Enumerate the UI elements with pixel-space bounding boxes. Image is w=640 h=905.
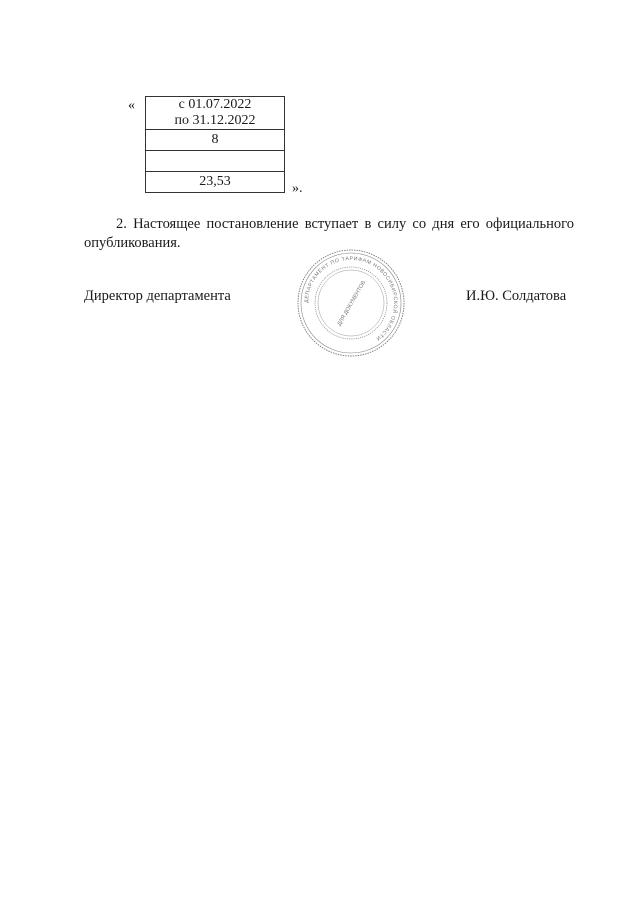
table-row	[146, 130, 285, 151]
tariff-table	[145, 96, 285, 193]
table-row	[146, 172, 285, 193]
table-row	[146, 151, 285, 172]
opening-quote: «	[128, 98, 135, 113]
period-to: по 31.12.2022	[174, 113, 256, 128]
table-row	[146, 97, 285, 130]
period-cell	[146, 97, 285, 130]
table-cell-value-3: 23,53	[146, 172, 285, 193]
signature-name: И.Ю. Солдатова	[466, 288, 567, 304]
seal-outer-text: ДЕПАРТАМЕНТ ПО ТАРИФАМ НОВОСИБИРСКОЙ ОБЛАСТИ	[303, 255, 399, 342]
closing-quote: ».	[292, 181, 303, 196]
signature-role: Директор департамента	[84, 288, 231, 304]
official-seal-icon	[296, 248, 406, 358]
period-from: с 01.07.2022	[178, 97, 252, 112]
table-cell-value-1: 8	[146, 130, 285, 151]
seal-center-text: ДЛЯ ДОКУМЕНТОВ	[336, 279, 368, 328]
table-cell-value-2	[146, 151, 285, 172]
effective-date-paragraph: 2. Настоящее постановление вступает в силу со дня его официального опубликования.	[84, 216, 574, 251]
